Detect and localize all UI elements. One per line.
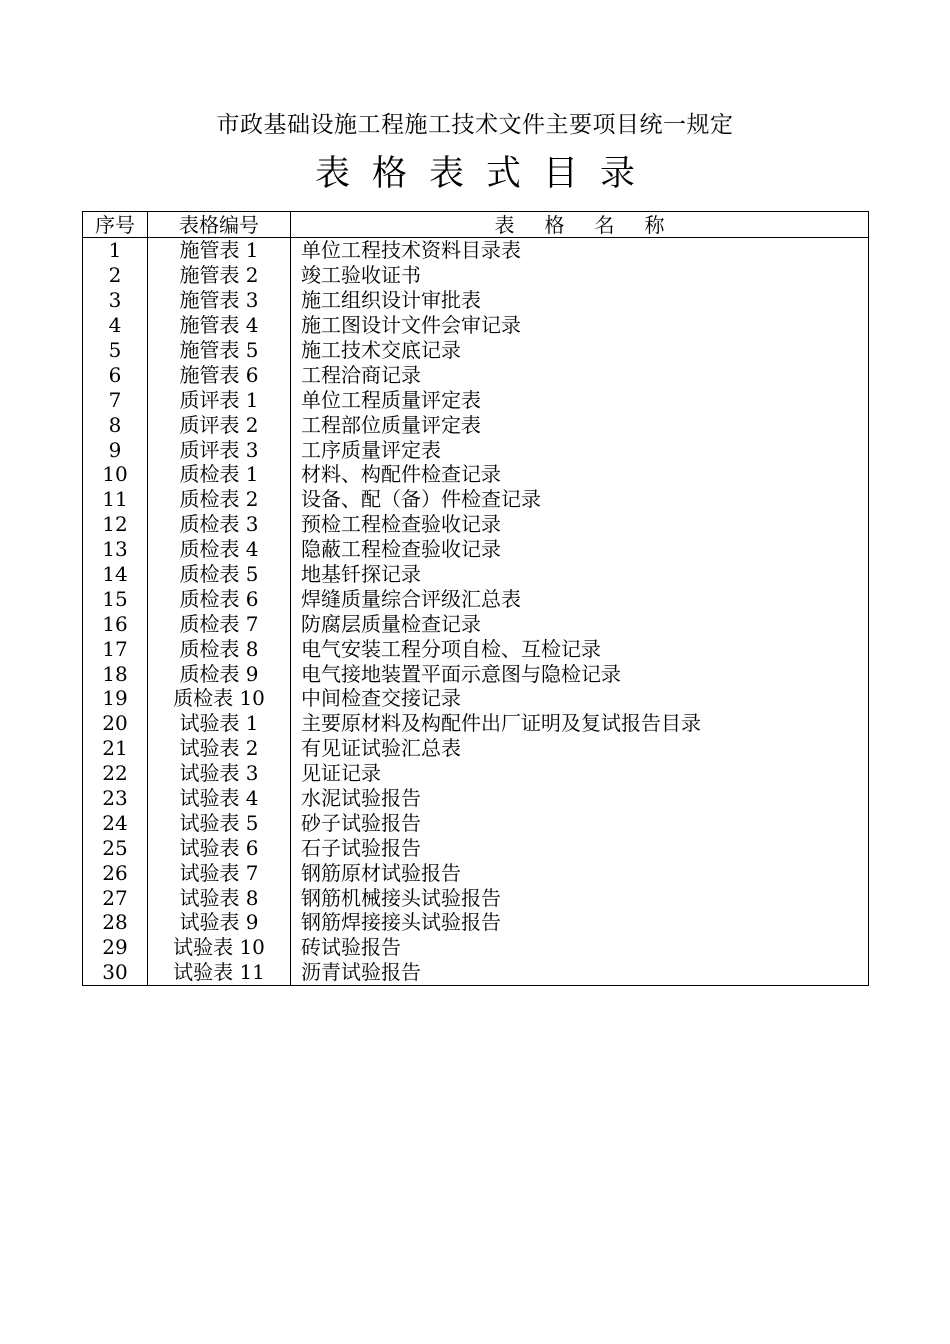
table-row (83, 437, 869, 462)
row-name: 工序质量评定表 (291, 437, 869, 462)
row-seq: 30 (83, 960, 148, 985)
row-seq: 24 (83, 810, 148, 835)
row-name: 沥青试验报告 (291, 960, 869, 985)
row-code: 试验表 5 (148, 810, 291, 835)
row-seq: 17 (83, 636, 148, 661)
table-row (83, 387, 869, 412)
table-row (83, 835, 869, 860)
table-row (83, 810, 869, 835)
table-row (83, 711, 869, 736)
row-seq: 4 (83, 313, 148, 338)
row-name: 地基钎探记录 (291, 562, 869, 587)
row-seq: 5 (83, 338, 148, 363)
table-row (83, 263, 869, 288)
form-index-table (82, 211, 869, 986)
table-row (83, 885, 869, 910)
row-code: 质检表 3 (148, 512, 291, 537)
document-title: 表格表式目录 (314, 154, 657, 194)
table-row (83, 288, 869, 313)
header-seq: 序号 (83, 212, 148, 238)
row-name: 工程洽商记录 (291, 362, 869, 387)
row-name: 见证记录 (291, 761, 869, 786)
table-row (83, 611, 869, 636)
row-code: 施管表 2 (148, 263, 291, 288)
row-seq: 21 (83, 736, 148, 761)
row-seq: 7 (83, 387, 148, 412)
row-name: 施工组织设计审批表 (291, 288, 869, 313)
row-code: 施管表 4 (148, 313, 291, 338)
table-row (83, 661, 869, 686)
row-seq: 13 (83, 537, 148, 562)
row-name: 施工技术交底记录 (291, 338, 869, 363)
row-seq: 16 (83, 611, 148, 636)
row-seq: 28 (83, 910, 148, 935)
row-code: 试验表 2 (148, 736, 291, 761)
row-name: 水泥试验报告 (291, 786, 869, 811)
row-seq: 22 (83, 761, 148, 786)
header-code: 表格编号 (148, 212, 291, 238)
row-seq: 12 (83, 512, 148, 537)
table-row (83, 761, 869, 786)
row-code: 质评表 2 (148, 412, 291, 437)
row-seq: 3 (83, 288, 148, 313)
row-name: 电气接地装置平面示意图与隐检记录 (291, 661, 869, 686)
row-code: 施管表 1 (148, 238, 291, 263)
row-code: 试验表 3 (148, 761, 291, 786)
row-name: 材料、构配件检查记录 (291, 462, 869, 487)
row-code: 试验表 6 (148, 835, 291, 860)
table-row (83, 686, 869, 711)
table-row (83, 338, 869, 363)
row-name: 设备、配（备）件检查记录 (291, 487, 869, 512)
row-code: 试验表 4 (148, 786, 291, 811)
row-name: 隐蔽工程检查验收记录 (291, 537, 869, 562)
row-name: 单位工程技术资料目录表 (291, 238, 869, 263)
row-code: 试验表 8 (148, 885, 291, 910)
table-row (83, 860, 869, 885)
table-row (83, 537, 869, 562)
row-code: 施管表 5 (148, 338, 291, 363)
row-seq: 8 (83, 412, 148, 437)
row-code: 质检表 6 (148, 586, 291, 611)
row-name: 砖试验报告 (291, 935, 869, 960)
table-row (83, 238, 869, 263)
row-name: 竣工验收证书 (291, 263, 869, 288)
table-row (83, 636, 869, 661)
row-code: 试验表 10 (148, 935, 291, 960)
table-header-row (83, 212, 869, 238)
row-seq: 29 (83, 935, 148, 960)
row-code: 试验表 9 (148, 910, 291, 935)
row-code: 质检表 2 (148, 487, 291, 512)
table-row (83, 935, 869, 960)
row-code: 试验表 1 (148, 711, 291, 736)
row-name: 砂子试验报告 (291, 810, 869, 835)
row-name: 工程部位质量评定表 (291, 412, 869, 437)
row-name: 单位工程质量评定表 (291, 387, 869, 412)
row-seq: 6 (83, 362, 148, 387)
row-name: 钢筋焊接接头试验报告 (291, 910, 869, 935)
row-seq: 9 (83, 437, 148, 462)
row-name: 有见证试验汇总表 (291, 736, 869, 761)
row-seq: 15 (83, 586, 148, 611)
row-code: 试验表 7 (148, 860, 291, 885)
table-row (83, 462, 869, 487)
row-seq: 18 (83, 661, 148, 686)
row-code: 质评表 3 (148, 437, 291, 462)
row-name: 施工图设计文件会审记录 (291, 313, 869, 338)
row-seq: 11 (83, 487, 148, 512)
table-row (83, 313, 869, 338)
table-row (83, 562, 869, 587)
table-row (83, 512, 869, 537)
row-code: 试验表 11 (148, 960, 291, 985)
row-seq: 14 (83, 562, 148, 587)
table-row (83, 736, 869, 761)
row-code: 质检表 8 (148, 636, 291, 661)
row-seq: 26 (83, 860, 148, 885)
row-code: 质评表 1 (148, 387, 291, 412)
row-name: 预检工程检查验收记录 (291, 512, 869, 537)
row-code: 质检表 4 (148, 537, 291, 562)
row-seq: 19 (83, 686, 148, 711)
row-name: 钢筋机械接头试验报告 (291, 885, 869, 910)
header-name: 表格名称 (291, 212, 869, 238)
row-seq: 27 (83, 885, 148, 910)
table-row (83, 362, 869, 387)
row-seq: 1 (83, 238, 148, 263)
row-code: 质检表 7 (148, 611, 291, 636)
row-code: 施管表 3 (148, 288, 291, 313)
document-subtitle: 市政基础设施工程施工技术文件主要项目统一规定 (216, 112, 734, 138)
row-name: 钢筋原材试验报告 (291, 860, 869, 885)
table-row (83, 487, 869, 512)
table-row (83, 786, 869, 811)
table-row (83, 412, 869, 437)
row-name: 石子试验报告 (291, 835, 869, 860)
table-body (83, 238, 869, 986)
row-code: 质检表 9 (148, 661, 291, 686)
row-name: 主要原材料及构配件出厂证明及复试报告目录 (291, 711, 869, 736)
table-row (83, 586, 869, 611)
row-code: 质检表 1 (148, 462, 291, 487)
row-code: 施管表 6 (148, 362, 291, 387)
row-seq: 25 (83, 835, 148, 860)
row-seq: 10 (83, 462, 148, 487)
table-row (83, 960, 869, 985)
row-name: 电气安装工程分项自检、互检记录 (291, 636, 869, 661)
row-name: 焊缝质量综合评级汇总表 (291, 586, 869, 611)
row-seq: 2 (83, 263, 148, 288)
row-code: 质检表 10 (148, 686, 291, 711)
table-row (83, 910, 869, 935)
row-code: 质检表 5 (148, 562, 291, 587)
row-name: 中间检查交接记录 (291, 686, 869, 711)
row-name: 防腐层质量检查记录 (291, 611, 869, 636)
row-seq: 20 (83, 711, 148, 736)
row-seq: 23 (83, 786, 148, 811)
